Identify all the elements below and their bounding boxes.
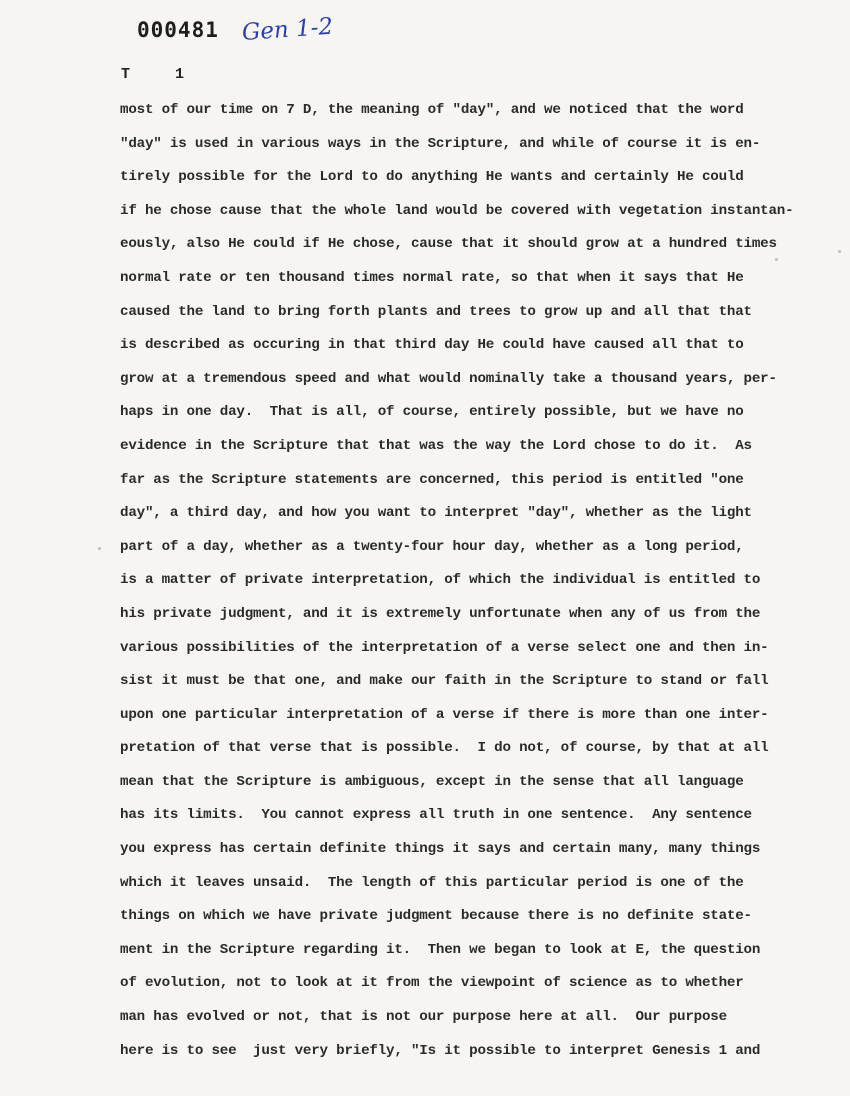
text-line: haps in one day. That is all, of course, entirely possible, but we have no bbox=[120, 404, 744, 421]
text-line: of evolution, not to look at it from the viewpoint of science as to whether bbox=[120, 975, 744, 992]
text-line: various possibilities of the interpretation of a verse select one and then in- bbox=[120, 639, 769, 656]
text-line: sist it must be that one, and make our faith in the Scripture to stand or fall bbox=[120, 673, 769, 690]
text-line: "day" is used in various ways in the Scripture, and while of course it is en- bbox=[120, 135, 761, 152]
text-line: you express has certain definite things it says and certain many, many things bbox=[120, 841, 761, 858]
body-text bbox=[120, 98, 810, 1072]
text-line: grow at a tremendous speed and what would nominally take a thousand years, per- bbox=[120, 370, 777, 387]
text-line: is described as occuring in that third day He could have caused all that to bbox=[120, 337, 744, 354]
text-line: has its limits. You cannot express all truth in one sentence. Any sentence bbox=[120, 807, 752, 824]
text-line: if he chose cause that the whole land would be covered with vegetation instantan- bbox=[120, 202, 794, 219]
dust-speck bbox=[838, 250, 841, 253]
text-line: day", a third day, and how you want to interpret "day", whether as the light bbox=[120, 505, 752, 522]
text-line: far as the Scripture statements are concerned, this period is entitled "one bbox=[120, 471, 744, 488]
text-line: is a matter of private interpretation, of which the individual is entitled to bbox=[120, 572, 761, 589]
dust-speck bbox=[775, 258, 778, 261]
text-line: his private judgment, and it is extremely unfortunate when any of us from the bbox=[120, 605, 761, 622]
text-line: tirely possible for the Lord to do anything He wants and certainly He could bbox=[120, 169, 744, 186]
text-line: part of a day, whether as a twenty-four hour day, whether as a long period, bbox=[120, 538, 744, 555]
document-number: 000481 bbox=[137, 18, 219, 42]
text-line: here is to see just very briefly, "Is it possible to interpret Genesis 1 and bbox=[120, 1042, 761, 1059]
text-line: normal rate or ten thousand times normal rate, so that when it says that He bbox=[120, 269, 744, 286]
text-line: upon one particular interpretation of a verse if there is more than one inter- bbox=[120, 706, 769, 723]
text-line: things on which we have private judgment because there is no definite state- bbox=[120, 908, 752, 925]
text-line: evidence in the Scripture that that was the way the Lord chose to do it. As bbox=[120, 437, 752, 454]
dust-speck bbox=[98, 547, 101, 550]
text-line: which it leaves unsaid. The length of this particular period is one of the bbox=[120, 874, 744, 891]
text-line: caused the land to bring forth plants and trees to grow up and all that that bbox=[120, 303, 752, 320]
text-line: ment in the Scripture regarding it. Then we began to look at E, the question bbox=[120, 941, 761, 958]
text-line: man has evolved or not, that is not our purpose here at all. Our purpose bbox=[120, 1009, 727, 1026]
tape-label: T 1 bbox=[121, 66, 185, 83]
text-line: eously, also He could if He chose, cause that it should grow at a hundred times bbox=[120, 236, 777, 253]
text-line: mean that the Scripture is ambiguous, except in the sense that all language bbox=[120, 773, 744, 790]
text-line: most of our time on 7 D, the meaning of "day", and we noticed that the word bbox=[120, 102, 744, 118]
text-line: pretation of that verse that is possible. I do not, of course, by that at all bbox=[120, 740, 769, 757]
handwritten-note: Gen 1-2 bbox=[241, 13, 334, 46]
